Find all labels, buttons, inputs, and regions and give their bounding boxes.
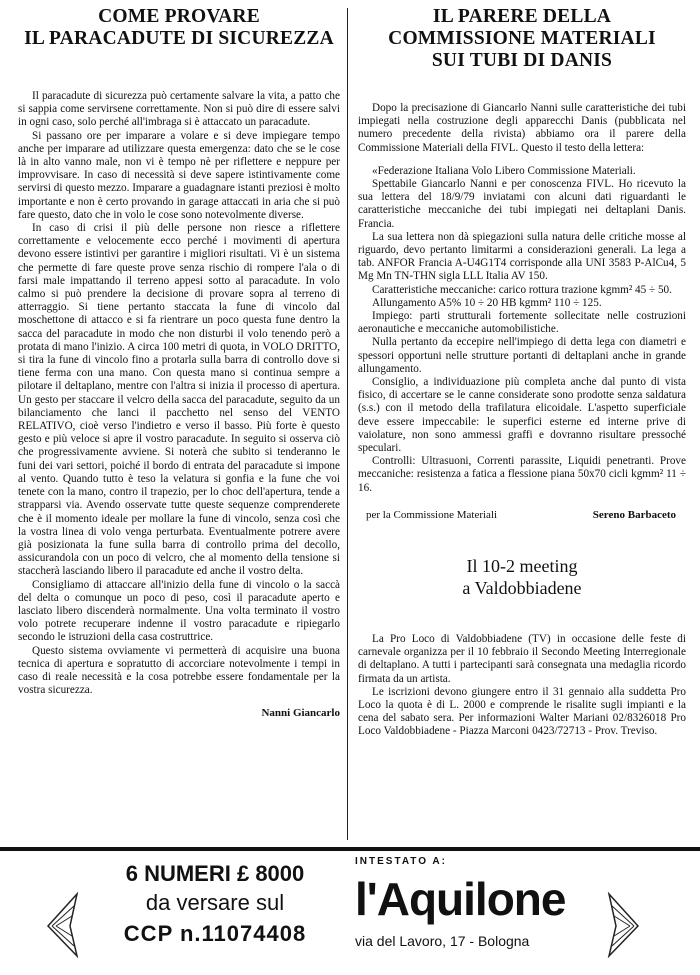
ad-top-rule	[0, 847, 700, 851]
signature-name: Sereno Barbaceto	[592, 508, 676, 521]
article-paragraph: Controlli: Ultrasuoni, Correnti parassite, Liquidi penetranti. Prove meccaniche: resistenza a fatica a flessione piana 50x70 cicli kgmm² 11 ÷ 16.	[358, 455, 686, 494]
commission-signature	[358, 509, 686, 521]
right-article-title	[358, 6, 686, 72]
meeting-title-line: Il 10-2 meeting	[466, 555, 578, 576]
payee-label: INTESTATO A:	[355, 856, 447, 867]
title-line: COME PROVARE	[98, 6, 260, 27]
article-paragraph: Dopo la precisazione di Giancarlo Nanni sulle caratteristiche dei tubi impiegati nella costruzione degli apparecchi Danis (pubblicata nel numero precedente della rivista) abbiamo ora il parere della Commissione Materiali della FIVL. Questo il testo della lettera:	[358, 102, 686, 154]
title-line: IL PARACADUTE DI SICUREZZA	[24, 28, 334, 49]
left-article	[18, 6, 340, 719]
article-paragraph: «Federazione Italiana Volo Libero Commissione Materiali.	[372, 164, 636, 177]
title-line: COMMISSIONE MATERIALI	[388, 28, 656, 49]
author-signature: Nanni Giancarlo	[261, 707, 340, 720]
title-line: IL PARERE DELLA	[432, 6, 612, 27]
article-paragraph: Caratteristiche meccaniche: carico rottura trazione kgmm² 45 ÷ 50.	[372, 283, 672, 296]
article-paragraph: Questo sistema ovviamente vi permetterà di acquisire una buona tecnica di apertura e sopratutto di accorciare notevolmente i tempi in caso di reale necessità e la cosa potrebbe essere fondamentale per la vostra sicurezza.	[18, 644, 340, 697]
article-paragraph: Impiego: parti strutturali fortemente sollecitate nelle costruzioni aeronautiche e meccaniche automobilistiche.	[358, 310, 686, 336]
payee-block	[355, 856, 595, 949]
article-paragraph: Si passano ore per imparare a volare e si deve impiegare tempo anche per imparare ad utilizzare questa emergenza: dato che se le cose là in alto vanno male, non vi è tempo nè per riflettere e neppure per improvvisare. In caso di necessità si deve sapere istintivamente come servirsi di questo mezzo. Imparare a guadagnare istanti preziosi è molto importante e non è certo provando in garage attaccati in aria che si può fare questo, dato che in volo le cose sono notevolmente diverse.	[18, 129, 340, 221]
article-paragraph: Spettabile Giancarlo Nanni e per conoscenza FIVL. Ho ricevuto la sua lettera del 18/9/79 inviatami con alcuni dati riguardanti le caratteristiche meccaniche dei tubi impiegati nei deltaplani Danis. Francia.	[358, 178, 686, 230]
article-paragraph: In caso di crisi il più delle persone non riesce a riflettere correttamente e velocemente ecco perché i movimenti di apertura devono essere istintivi per garantire i migliori risultati. Vi è un sistema che permette di fare queste prove senza rischio di rompere l'ala o di farsi male impattando il terreno appesi sotto al paracadute. In volo calmo si può prendere la decisione di provare sopra al terreno di atterraggio. Si tiene pertanto staccata la fune di vincolo dal moschettone di attacco e si fa rientrare un poco questa fune dentro la sacca del paracadute in modo che non disturbi il volo tenendo però a protata di mano l'inizio. A circa 100 metri di quota, in VOLO DRITTO, si tira la fune di vincolo fino a protarla sulla barra di controllo dove si tiene ferma con una mano. Con questa mano si continua sempre a pilotare il deltaplano, mentre con l'altra si inizia il processo di apertura. Un gesto per staccare il velcro della sacca del paracadute, seguito da un bilanciamento che lanci il pacchetto nel senso del VENTO RELATIVO, cioè verso l'indietro e verso il basso. Più forte è questo gesto e più veloce si apre il vostro paracadute. In seguito si osserva ciò che progressivamente avviene. Si noterà che subito si tenderanno le funi dei vari settori, poiché il bordo di entrata del paracadute si impone al vento. Quando tutto è teso la velatura si gonfia e la fune che voi tenete con la mano, contro il trapezio, per lo choc dell'apertura, tende a strapparsi via. Avendo osservate tutte queste sequenze comprenderete che è il momento ideale per mollare la fune di vincolo, senza così che la vostra linea di volo venga perturbata. Eventualmente potrere avere già posizionata la fune sulla barra di controllo prima del decollo, assicurandola con un poco di velcro, che al momento della tensione si staccherà lasciando libero il paracadute ed anche il vostro delta.	[18, 222, 340, 578]
right-article	[358, 6, 686, 739]
offer-instruction: da versare sul	[145, 890, 285, 915]
subscription-offer	[105, 860, 325, 950]
signature-role: per la Commissione Materiali	[366, 508, 498, 521]
article-paragraph: Consigliamo di attaccare all'inizio della fune di vincolo o la saccà del delta o comunque un poco di peso, così il paracadute aperto e lasciato libero discenderà normalmente. Una volta terminato il vostro volo potrete recuperare indenne il vostro paracadute e ripiegarlo secondo le istruzioni della casa costruttrice.	[18, 578, 340, 644]
hang-glider-right-icon	[606, 892, 642, 958]
subscription-ad	[0, 852, 700, 975]
offer-account: CCP n.11074408	[123, 921, 307, 946]
meeting-paragraph: Le iscrizioni devono giungere entro il 31 gennaio alla suddetta Pro Loco la quota è di L. 2000 e comprende le risalite sugli impianti e la cena del sabato sera. Per informazioni Walter Mariani 02/8326018 Pro Loco Valdobbiadene - Piazza Marconi 0423/72713 - Prov. Treviso.	[358, 685, 686, 738]
meeting-title	[358, 555, 686, 599]
column-divider	[347, 8, 348, 840]
article-paragraph: Il paracadute di sicurezza può certamente salvare la vita, a patto che si sappia come servirsene correttamente. Non si può dire di essere salvi in ogni caso, solo perché all'imbraga si è attaccato un paracadute.	[18, 90, 340, 129]
payee-address: via del Lavoro, 17 - Bologna	[355, 933, 530, 949]
hang-glider-left-icon	[44, 892, 80, 958]
title-line: SUI TUBI DI DANIS	[431, 50, 613, 71]
article-paragraph: La sua lettera non dà spiegazioni sulla natura delle critiche mosse al riguardo, devo pertanto limitarmi a considerazioni generali. La lega a tab. ANFOR Francia A-U4G1T4 corrisponde alla UNI 3583 P-AlCu4, 5 Mg Mn TN-THN sigla LLL Italia AV 150.	[358, 230, 686, 283]
offer-price: 6 NUMERI £ 8000	[125, 861, 305, 886]
meeting-paragraph: La Pro Loco di Valdobbiadene (TV) in occasione delle feste di carnevale organizza per il 10 febbraio il Secondo Meeting Interregionale di deltaplano. A tutti i partecipanti sarà consegnata una medaglia ricordo firmata da un artista.	[358, 632, 686, 685]
article-paragraph: Consiglio, a individuazione più completa anche dal punto di vista fisico, di accertare se le canne considerate sono prodotte senza saldatura (s.s.) con il metodo della trafilatura elicoidale. L'aspetto superficiale deve essere impeccabile: le superfici esterne ed interne prive di vaiolature, non sono ammessi graffi e dovranno risultare pressoché speculari.	[358, 376, 686, 455]
article-paragraph: Allungamento A5% 10 ÷ 20 HB kgmm² 110 ÷ 125.	[372, 296, 602, 309]
left-article-title	[18, 6, 340, 50]
magazine-logo: l'Aquilone	[355, 873, 566, 925]
meeting-title-line: a Valdobbiadene	[462, 577, 582, 598]
article-paragraph: Nulla pertanto da eccepire nell'impiego di detta lega con diametri e spessori opportuni nelle strutture portanti di deltaplani anche in grande allungamento.	[358, 336, 686, 375]
